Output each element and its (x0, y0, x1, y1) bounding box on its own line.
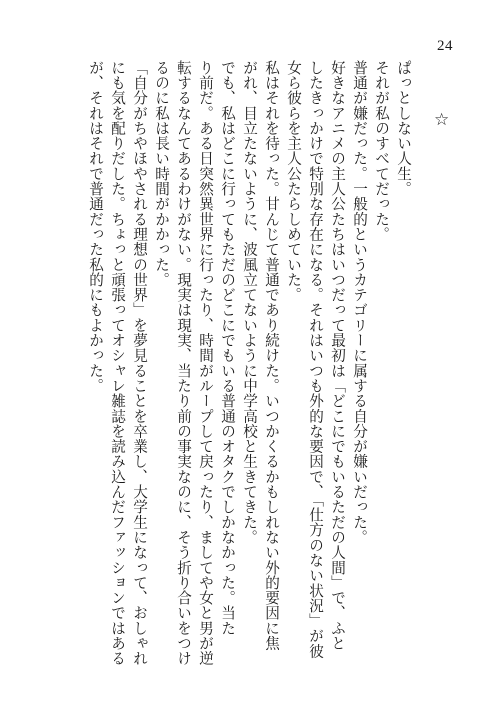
text-line: 転するなんてあるわけがない。現実は現実、当たり前の事実なのに、そう折り合いをつけ (175, 60, 192, 666)
body-text (84, 60, 414, 692)
text-line: るのに私は長い時間がかかった。 (153, 60, 170, 288)
text-line: 好きなアニメの主人公たちはいつだって最初は「どこにでもいるただの人間」で、ふと (329, 60, 346, 651)
text-line: 女ら彼らを主人公たらしめていた。 (285, 60, 302, 303)
text-line: ぱっとしない人生。 (395, 60, 412, 197)
text-line: がれ、目立たないように、波風立てないように中学高校と生きてきた。 (241, 60, 258, 545)
text-line: 「自分がちやほやされる理想の世界」を夢見ることを卒業し、大学生になって、おしゃれ (131, 60, 148, 666)
text-line: でも、私はどこに行ってもただのどこにでもいる普通のオタクでしかなかった。当た (219, 60, 236, 636)
text-line: 私はそれを待った。甘んじて普通であり続けた。いつかくるかもしれない外的要因に焦 (263, 60, 280, 651)
text-line: にも気を配りだした。ちょっと頑張ってオシャレ雑誌を読み込んだファッションではある (109, 60, 126, 666)
text-line: 普通が嫌だった。一般的というカテゴリーに属する自分が嫌いだった。 (351, 60, 368, 545)
star-ornament: ☆ (434, 110, 450, 130)
text-line: したきっかけで特別な存在になる。それはいつも外的な要因で、「仕方のない状況」が彼 (307, 60, 324, 659)
text-line: り前だ。ある日突然異世界に行ったり、時間がループして戻ったり、ましてや女と男が逆 (197, 60, 214, 666)
text-line: それが私のすべてだった。 (373, 60, 390, 242)
page-number: 24 (437, 38, 453, 54)
text-line: が、それはそれで普通だった私的にもよかった。 (87, 60, 104, 394)
